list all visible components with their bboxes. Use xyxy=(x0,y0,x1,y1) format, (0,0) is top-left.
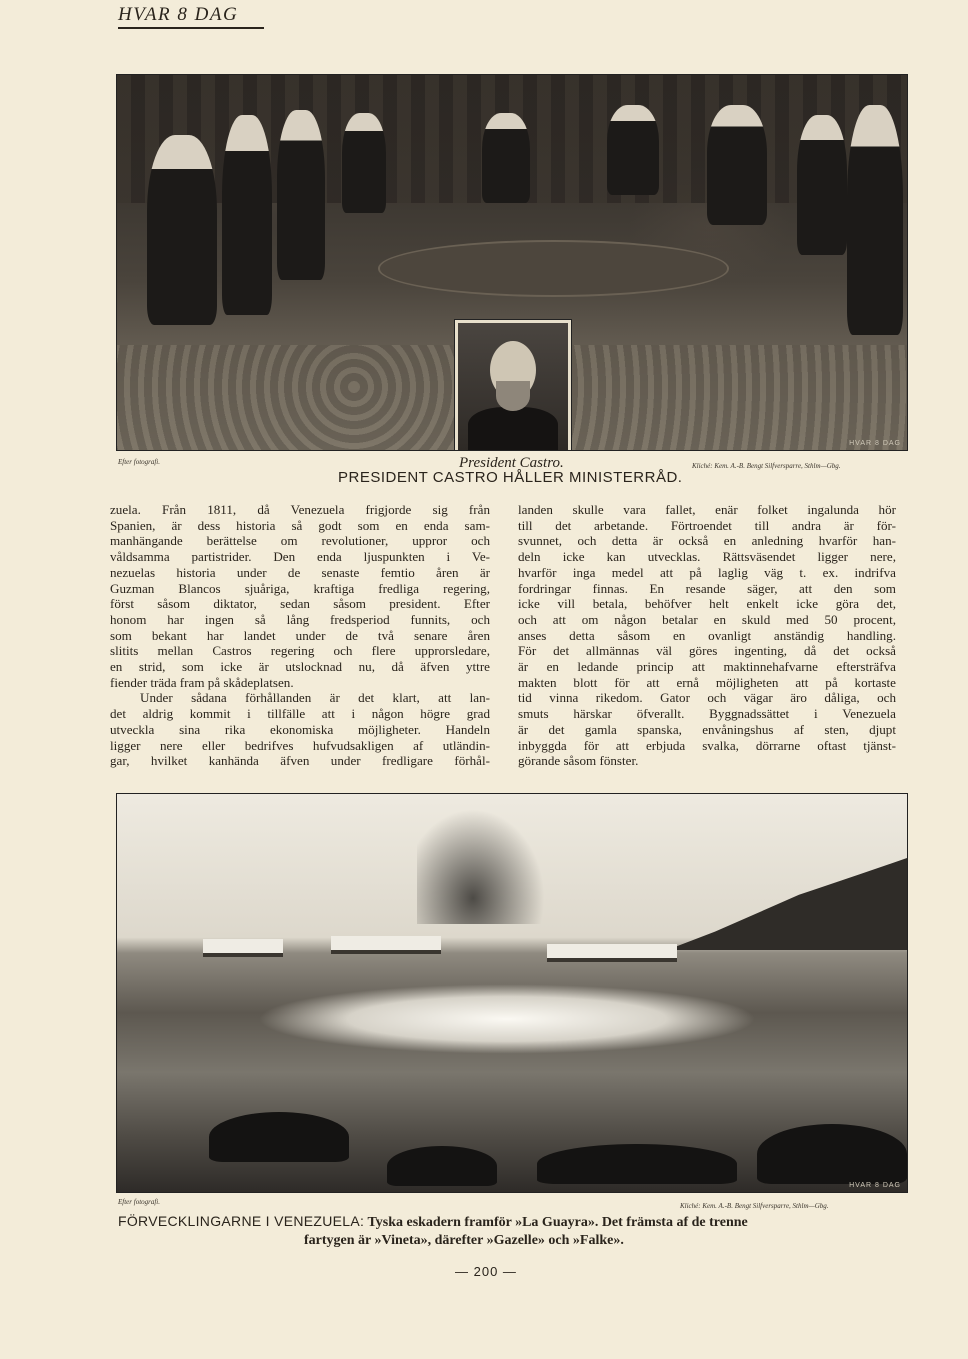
text-line: icke vill betala, behöfver helt enkelt icke göra det, xyxy=(518,596,896,612)
text-line: anses detta såsom en ovanligt anständig handling. xyxy=(518,627,896,643)
text-line: utveckla sina rika ekonomiska möjligheter. Handeln xyxy=(110,721,490,737)
caption-line-2: fartygen är »Vineta», därefter »Gazelle» och »Falke». xyxy=(304,1233,624,1248)
photo2-watermark: HVAR 8 DAG xyxy=(849,1182,901,1189)
text-line: en strid, som icke är utslocknad nu, då äfven yttre xyxy=(110,659,490,675)
text-line: slitits mellan Castros regering och flere upprorsledare, xyxy=(110,643,490,659)
text-line: smuts härskar öfverallt. Byggnadssättet i Venezuela xyxy=(518,706,896,722)
photo1-credit-left: Efter fotografi. xyxy=(118,458,160,466)
photo2-credit-right: Kliché: Kem. A.-B. Bengt Silfversparre, Sthlm—Gbg. xyxy=(680,1202,829,1210)
text-line: och att om någon betalar en skuld med 50 procent, xyxy=(518,611,896,627)
photo-figure xyxy=(847,105,903,335)
text-line: tid vinna rikedom. Gator och vägar äro dåliga, och xyxy=(518,690,896,706)
text-line: svunnet, och detta är också en anledning hvarför han- xyxy=(518,533,896,549)
photo-figure xyxy=(482,113,530,203)
portrait-beard xyxy=(496,381,530,411)
text-line: först såsom diktator, sedan såsom president. Efter xyxy=(110,596,490,612)
photo-rock xyxy=(209,1112,349,1162)
castro-portrait-inset xyxy=(455,320,571,451)
text-line: hvarför inga medel att på laglig väg t. ex. indrifva xyxy=(518,564,896,580)
text-line: våldsamma partistrider. Den enda ljuspunkten i Ve- xyxy=(110,549,490,565)
text-line: makten blott för att ernå möjligheten att på kortaste xyxy=(518,674,896,690)
article-right-column xyxy=(518,502,896,769)
text-line: deln icke kan utvecklas. Rättsväsendet ligger nere, xyxy=(518,549,896,565)
photo-figure xyxy=(222,115,272,315)
photo2-credit-left: Efter fotografi. xyxy=(118,1198,160,1206)
text-line: För det allmännas väl göres ingenting, då det också xyxy=(518,643,896,659)
text-line: det aldrig kommit i tillfälle att i någon högre grad xyxy=(110,706,490,722)
photo1-watermark: HVAR 8 DAG xyxy=(849,440,901,447)
photo1-credit-right: Kliché: Kem. A.-B. Bengt Silfversparre, Sthlm—Gbg. xyxy=(692,462,841,470)
photo-figure xyxy=(277,110,325,280)
text-line: till det arbetande. Förtroendet till andra är för- xyxy=(518,517,896,533)
text-line: görande såsom fönster. xyxy=(518,753,639,769)
photo-rock xyxy=(757,1124,907,1184)
text-line: som bekant har landet under de två senare åren xyxy=(110,627,490,643)
photo-figure xyxy=(607,105,659,195)
ship-falke xyxy=(547,944,677,962)
cabinet-meeting-photo xyxy=(116,74,908,451)
text-line: nezuelas historia under de senaste femtio åren är xyxy=(110,564,490,580)
text-line: inbyggda för att erbjuda svalka, dörrarne oftast tjänst- xyxy=(518,737,896,753)
photo-figure xyxy=(797,115,847,255)
article-left-column xyxy=(110,502,490,769)
text-line: gar, hvilket kanhända äfven under fredligare förhål- xyxy=(110,753,490,769)
photo-figure xyxy=(342,113,386,213)
text-line: är en ledande princip att maktinnehafvarne eftersträfva xyxy=(518,659,896,675)
text-line: manhängande berättelse om revolutioner, uppror och xyxy=(110,533,490,549)
text-line: Spanien, är dess historia så godt som en enda sam- xyxy=(110,517,490,533)
photo-smoke xyxy=(417,794,557,924)
inset-caption: President Castro. xyxy=(459,455,564,471)
text-line: är det gamla spanska, envåningshus af sten, djupt xyxy=(518,721,896,737)
text-line: fiender träda fram på skådeplatsen. xyxy=(110,674,294,690)
text-line: fordringar finnas. En resande säger, att den som xyxy=(518,580,896,596)
photo-figure xyxy=(147,135,217,325)
page-number: — 200 — xyxy=(455,1264,517,1279)
text-line: landen skulle vara fallet, enär folket ingalunda hör xyxy=(518,502,896,517)
photo-hills xyxy=(667,858,907,950)
photo-rock xyxy=(537,1144,737,1184)
text-line: Guzman Blancos sjuåriga, kraftiga fredliga regering, xyxy=(110,580,490,596)
photo2-caption xyxy=(118,1212,878,1250)
text-line: zuela. Från 1811, då Venezuela frigjorde sig från xyxy=(110,502,490,517)
photo-rock xyxy=(387,1146,497,1186)
text-line: ligger nere eller bedrifves hufvudsakligen af utländin- xyxy=(110,737,490,753)
ship-gazelle xyxy=(331,936,441,954)
text-line: Under sådana förhållanden är det klart, att lan- xyxy=(140,690,490,706)
text-line: honom har ingen så lång fredsperiod funnits, och xyxy=(110,611,490,627)
caption-line-1: Tyska eskadern framför »La Guayra». Det främsta af de trenne xyxy=(367,1215,748,1230)
caption-lead: FÖRVECKLINGARNE I VENEZUELA: xyxy=(118,1213,365,1229)
squadron-photo xyxy=(116,793,908,1193)
masthead: HVAR 8 DAG xyxy=(118,4,264,29)
photo1-title: PRESIDENT CASTRO HÅLLER MINISTERRÅD. xyxy=(338,469,683,486)
photo-table xyxy=(378,240,730,297)
portrait-coat xyxy=(468,407,558,451)
photo-figure xyxy=(707,105,767,225)
ship-vineta xyxy=(203,939,283,957)
photo-surf xyxy=(257,984,757,1054)
